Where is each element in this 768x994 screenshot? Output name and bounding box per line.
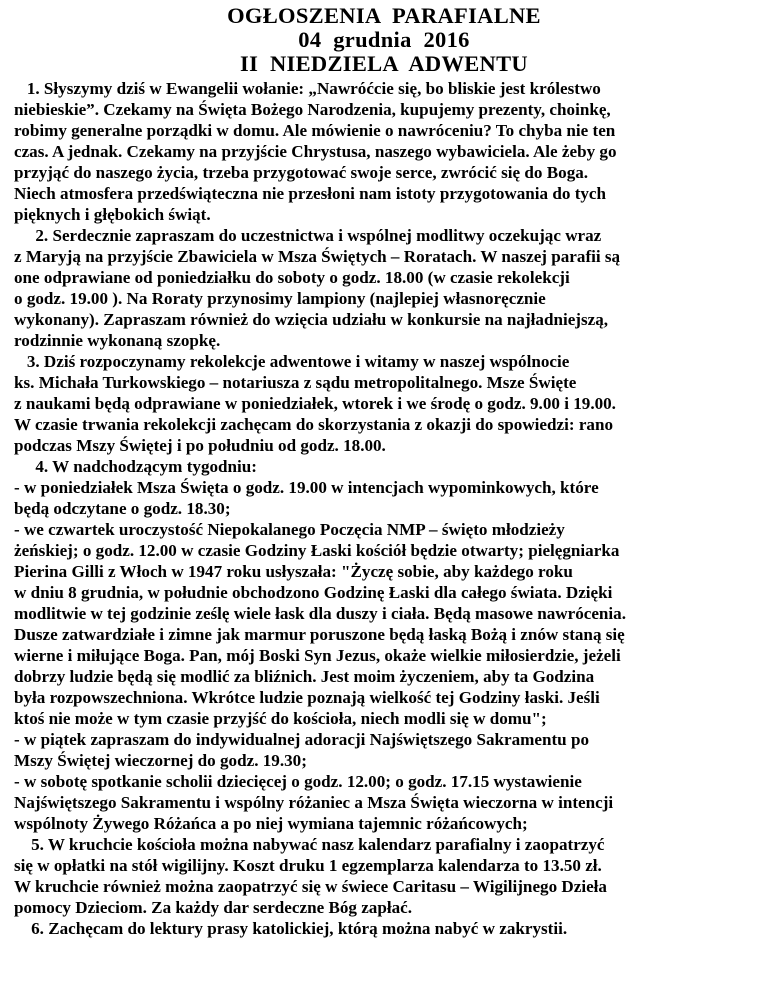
text-line: - w piątek zapraszam do indywidualnej adoracji Najświętszego Sakramentu po [14, 730, 590, 749]
text-line: one odprawiane od poniedziałku do soboty o godz. 18.00 (w czasie rekolekcji [14, 268, 570, 287]
text-line: robimy generalne porządki w domu. Ale mówienie o nawróceniu? To chyba nie ten [14, 121, 616, 140]
text-line: rodzinnie wykonaną szopkę. [14, 331, 221, 350]
text-line: 5. W kruchcie kościoła można nabywać nasz kalendarz parafialny i zaopatrzyć [14, 835, 605, 854]
text-line: modlitwie w tej godzinie ześlę wiele łask dla duszy i ciała. Będą masowe nawrócenia. [14, 604, 626, 623]
text-line: Pierina Gilli z Włoch w 1947 roku usłyszała: "Życzę sobie, aby każdego roku [14, 562, 573, 581]
liturgical-sunday: II NIEDZIELA ADWENTU [240, 51, 528, 76]
announcement-date: 04 grudnia 2016 [298, 27, 470, 52]
text-line: czas. A jednak. Czekamy na przyjście Chrystusa, naszego wybawiciela. Ale żeby go [14, 142, 617, 161]
text-line: wierne i miłujące Boga. Pan, mój Boski Syn Jezus, okaże wielkie miłosierdzie, jeżeli [14, 646, 621, 665]
text-line: W czasie trwania rekolekcji zachęcam do skorzystania z okazji do spowiedzi: rano [14, 415, 614, 434]
text-line: pomocy Dzieciom. Za każdy dar serdeczne Bóg zapłać. [14, 898, 413, 917]
text-line: dobrzy ludzie będą się modlić za bliźnich. Jest moim życzeniem, aby ta Godzina [14, 667, 595, 686]
text-line: Najświętszego Sakramentu i wspólny różaniec a Msza Święta wieczorna w intencji [14, 793, 614, 812]
text-line: 6. Zachęcam do lektury prasy katolickiej, którą można nabyć w zakrystii. [14, 919, 568, 938]
text-line: ks. Michała Turkowskiego – notariusza z sądu metropolitalnego. Msze Święte [14, 373, 577, 392]
text-line: wykonany). Zapraszam również do wzięcia udziału w konkursie na najładniejszą, [14, 310, 609, 329]
text-line: podczas Mszy Świętej i po południu od godz. 18.00. [14, 436, 386, 455]
text-line: ktoś nie może w tym czasie przyjść do kościoła, niech modli się w domu"; [14, 709, 547, 728]
text-line: przyjąć do naszego życia, trzeba przygotować swoje serce, zwrócić się do Boga. [14, 163, 589, 182]
text-line: będą odczytane o godz. 18.30; [14, 499, 231, 518]
text-line: Mszy Świętej wieczornej do godz. 19.30; [14, 751, 307, 770]
text-line: - w sobotę spotkanie scholii dziecięcej o godz. 12.00; o godz. 17.15 wystawienie [14, 772, 582, 791]
text-line: 3. Dziś rozpoczynamy rekolekcje adwentowe i witamy w naszej wspólnocie [14, 352, 570, 371]
text-line: Dusze zatwardziałe i zimne jak marmur poruszone będą łaską Bożą i znów staną się [14, 625, 625, 644]
text-line: w dniu 8 grudnia, w południe obchodzono Godzinę Łaski dla całego świata. Dzięki [14, 583, 613, 602]
text-line: o godz. 19.00 ). Na Roraty przynosimy lampiony (najlepiej własnoręcznie [14, 289, 546, 308]
text-line: 4. W nadchodzącym tygodniu: [14, 457, 257, 476]
page-title: OGŁOSZENIA PARAFIALNE [227, 3, 541, 28]
text-line: niebieskie”. Czekamy na Święta Bożego Narodzenia, kupujemy prezenty, choinkę, [14, 100, 611, 119]
text-line: była rozpowszechniona. Wkrótce ludzie poznają wielkość tej Godziny łaski. Jeśli [14, 688, 600, 707]
text-line: 1. Słyszymy dziś w Ewangelii wołanie: „Nawróćcie się, bo bliskie jest królestwo [14, 79, 601, 98]
text-line: żeńskiej; o godz. 12.00 w czasie Godziny Łaski kościół będzie otwarty; pielęgniarka [14, 541, 620, 560]
text-line: - w poniedziałek Msza Święta o godz. 19.00 w intencjach wypominkowych, które [14, 478, 599, 497]
text-line: W kruchcie również można zaopatrzyć się w świece Caritasu – Wigilijnego Dzieła [14, 877, 607, 896]
text-line: pięknych i głębokich świąt. [14, 205, 211, 224]
text-line: - we czwartek uroczystość Niepokalanego Poczęcia NMP – święto młodzieży [14, 520, 565, 539]
text-line: Niech atmosfera przedświąteczna nie przesłoni nam istoty przygotowania do tych [14, 184, 607, 203]
text-line: się w opłatki na stół wigilijny. Koszt druku 1 egzemplarza kalendarza to 13.50 zł. [14, 856, 602, 875]
text-line: z naukami będą odprawiane w poniedziałek, wtorek i we środę o godz. 9.00 i 19.00. [14, 394, 616, 413]
text-line: 2. Serdecznie zapraszam do uczestnictwa i wspólnej modlitwy oczekując wraz [14, 226, 602, 245]
text-line: wspólnoty Żywego Różańca a po niej wymiana tajemnic różańcowych; [14, 814, 528, 833]
text-line: z Maryją na przyjście Zbawiciela w Msza Świętych – Roratach. W naszej parafii są [14, 247, 621, 266]
